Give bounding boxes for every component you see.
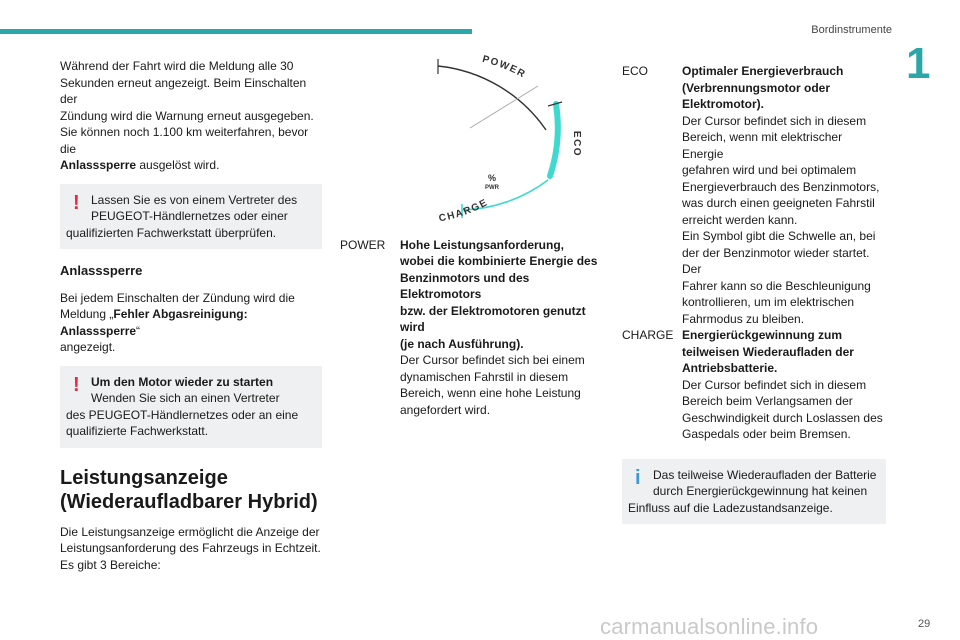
gauge-center-symbol: % <box>487 173 497 183</box>
gauge-needle <box>470 86 538 128</box>
term-power: POWER <box>340 237 386 252</box>
power-gauge-diagram <box>392 44 592 232</box>
gauge-outer-arc <box>438 66 546 130</box>
section-title: Bordinstrumente <box>811 24 892 36</box>
intro-paragraph: Während der Fahrt wird die Meldung alle 30 Sekunden erneut angezeigt. Beim Einschalten der Zündung wird die Warnung erneut ausgegeben. Sie können noch 1.100 km weiterfahren, bevor die Anlasssperre ausgelöst wird. <box>60 59 314 172</box>
leistungsanzeige-description: Die Leistungsanzeige ermöglicht die Anzeige der Leistungsanforderung des Fahrzeugs in Echtzeit. Es gibt 3 Bereiche: <box>60 524 321 572</box>
def-power: Hohe Leistungsanforderung, wobei die kombinierte Energie des Benzinmotors und des Elektromotors bzw. der Elektromotoren genutzt wird (je nach Ausführung). Der Cursor befindet sich bei einem dynamischen Fahrstil in diesem Bereich, wenn eine hohe Leistung angefordert wird. <box>400 237 598 417</box>
gauge-center-label: PWR <box>485 185 499 191</box>
chapter-number: 1 <box>906 39 931 88</box>
gauge-label-eco: ECO <box>571 130 582 158</box>
column-right <box>622 63 886 524</box>
gauge-label-power: POWER <box>481 53 528 81</box>
warning-box-restart: ! Um den Motor wieder zu starten Wenden Sie sich an einen Vertreter des PEUGEOT-Händlernetzes oder an eine qualifizierte Fachwerkstatt. <box>60 366 322 448</box>
warning-box-check: ! Lassen Sie es von einem Vertreter des PEUGEOT-Händlernetzes oder einer qualifizierten Fachwerkstatt überprüfen. <box>60 184 322 250</box>
column-middle <box>340 44 606 418</box>
warning-exclamation-icon: ! <box>73 191 80 214</box>
gauge-eco-band <box>550 104 558 176</box>
info-box: i Das teilweise Wiederaufladen der Batterie durch Energierückgewinnung hat keinen Einfluss auf die Ladezustandsanzeige. <box>622 459 886 525</box>
def-eco: Optimaler Energieverbrauch (Verbrennungsmotor oder Elektromotor). Der Cursor befindet sich in diesem Bereich, wenn mit elektrischer Energie gefahren wird und bei optimalem Energieverbrauch des Benzinmotors, was durch einen geeigneten Fahrstil erreicht werden kann. Ein Symbol gibt die Schwelle an, bei der der Benzinmotor wieder startet. Der Fahrer kann so die Beschleunigung kontrollieren, um im elektrischen Fahrmodus zu bleiben. <box>682 64 880 326</box>
info-icon: i <box>635 466 641 489</box>
term-charge: CHARGE <box>622 328 674 342</box>
gauge-label-charge: CHARGE <box>437 197 491 225</box>
page-number: 29 <box>918 618 931 630</box>
definition-power <box>340 237 606 419</box>
definition-charge <box>622 327 886 443</box>
def-charge: Energierückgewinnung zum teilweisen Wiederaufladen der Antriebsbatterie. Der Cursor befindet sich in diesem Bereich beim Verlangsamen der Geschwindigkeit durch Loslassen des Gaspedals oder beim Bremsen. <box>682 328 883 441</box>
anlasssperre-paragraph: Bei jedem Einschalten der Zündung wird die Meldung „Fehler Abgasreinigung: Anlasssperre“ angezeigt. <box>60 290 295 354</box>
subheading-anlasssperre: Anlasssperre <box>60 263 143 278</box>
heading-leistungsanzeige: Leistungsanzeige (Wiederaufladbarer Hybrid) <box>60 466 318 513</box>
column-left <box>60 58 322 573</box>
term-eco: ECO <box>622 64 649 78</box>
definition-eco <box>622 63 886 327</box>
header-accent-bar <box>0 29 472 34</box>
warning-exclamation-icon: ! <box>73 373 80 396</box>
watermark: carmanualsonline.info <box>600 614 819 639</box>
